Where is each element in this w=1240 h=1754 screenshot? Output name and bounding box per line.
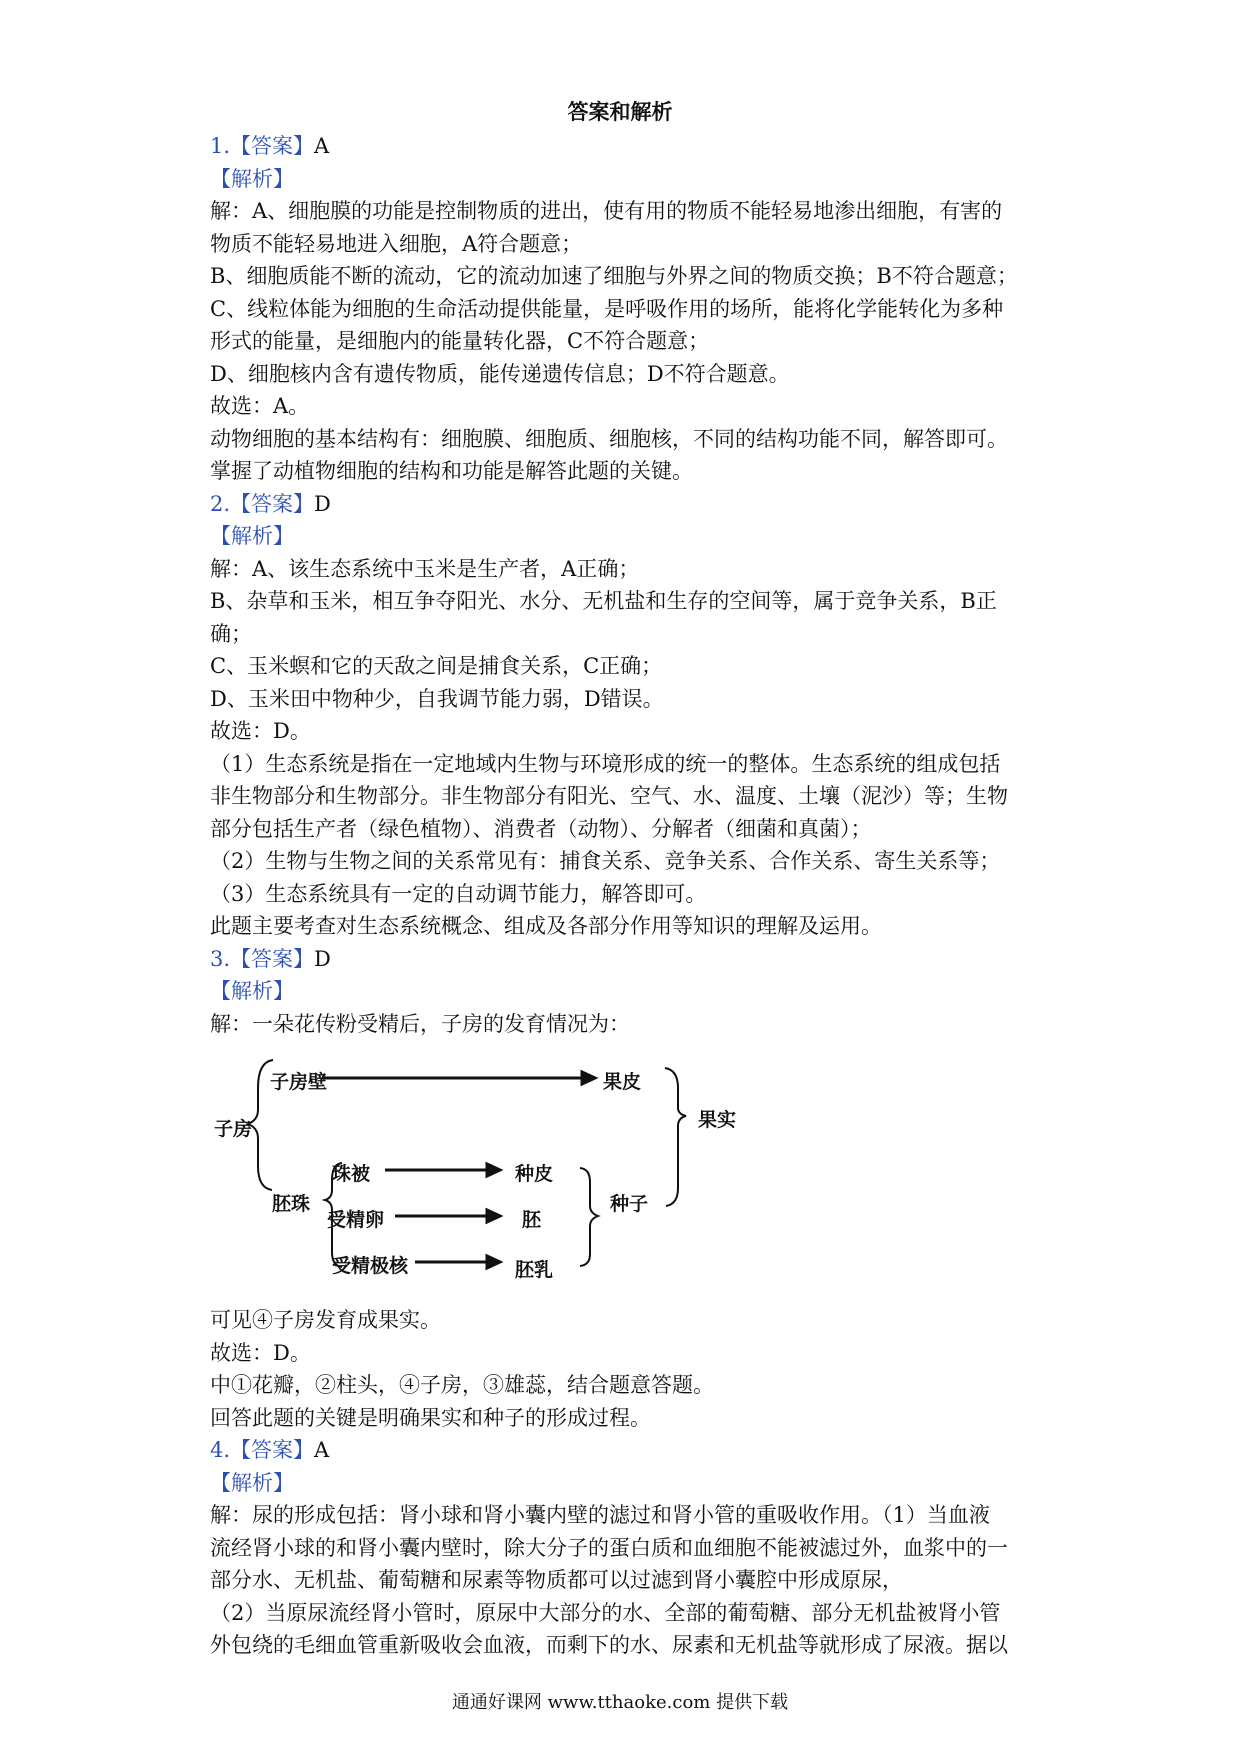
text-line: 故选：D。 [210,1340,311,1365]
q1-answer: A [314,134,330,158]
q3-answer: D [314,946,331,971]
page-footer: 通通好课网 www.tthaoke.com 提供下载 [451,1692,789,1713]
label-fruit: 果实 [698,1109,737,1131]
label-ovary-wall: 子房壁 [270,1071,328,1093]
text-line: C、玉米螟和它的天敌之间是捕食关系，C正确； [210,654,663,678]
q3-answer-label: 【答案】 [230,946,315,971]
q4-answer-label: 【答案】 [230,1438,315,1462]
q4-answer-line [210,1434,1045,1467]
label-ovary: 子房 [214,1118,253,1140]
text-line: C、线粒体能为细胞的生命活动提供能量，是呼吸作用的场所，能将化学能转化为多种 [210,296,1004,321]
text-line: 掌握了动植物细胞的结构和功能是解答此题的关键。 [210,459,693,483]
text-line: 此题主要考查对生态系统概念、组成及各部分作用等知识的理解及运用。 [210,914,882,938]
text-line: B、细胞质能不断的流动，它的流动加速了细胞与外界之间的物质交换；B不符合题意； [210,264,1018,288]
text-line: （3）生态系统具有一定的自动调节能力，解答即可。 [210,881,707,906]
label-pericarp: 果皮 [603,1071,642,1093]
text-line: 可见④子房发育成果实。 [210,1308,441,1332]
text-line: 部分水、无机盐、葡萄糖和尿素等物质都可以过滤到肾小囊腔中形成原尿， [210,1568,903,1592]
text-line: 中①花瓣，②柱头，④子房，③雄蕊，结合题意答题。 [210,1373,714,1397]
text-line: 解：尿的形成包括：肾小球和肾小囊内壁的滤过和肾小管的重吸收作用。（1）当血液 [210,1503,990,1527]
q1-answer-line [210,130,1045,163]
text-line: （2）当原尿流经肾小管时，原尿中大部分的水、全部的葡萄糖、部分无机盐被肾小管 [210,1600,1001,1625]
q4-analysis-text [210,1499,1045,1662]
q1-number: 1. [210,134,231,158]
text-line: 确； [210,621,252,646]
text-line: 解：A、该生态系统中玉米是生产者，A正确； [210,556,640,581]
text-line: 解：A、细胞膜的功能是控制物质的进出，使有用的物质不能轻易地渗出细胞，有害的 [210,199,1003,223]
text-line: D、玉米田中物种少，自我调节能力弱，D错误。 [210,686,664,711]
label-fertilized-polar-nuclei: 受精极核 [332,1255,409,1277]
label-seed-coat: 种皮 [515,1163,554,1185]
q3-intro: 解：一朵花传粉受精后，子房的发育情况为： [210,1011,630,1036]
text-line: （2）生物与生物之间的关系常见有：捕食关系、竞争关系、合作关系、寄生关系等； [210,849,1001,873]
q3-analysis-text [210,1304,1045,1434]
q1-answer-label: 【答案】 [230,134,315,158]
q2-number: 2. [210,491,231,516]
q3-number: 3. [210,946,231,971]
q2-analysis-label: 【解析】 [210,524,294,548]
text-line: D、细胞核内含有遗传物质，能传递遗传信息；D不符合题意。 [210,361,790,386]
label-integument: 珠被 [332,1163,371,1185]
text-line: 形式的能量，是细胞内的能量转化器，C不符合题意； [210,329,710,353]
text-line: 物质不能轻易地进入细胞，A符合题意； [210,231,583,256]
text-line: （1）生态系统是指在一定地域内生物与环境形成的统一的整体。生态系统的组成包括 [210,751,1001,776]
text-line: 非生物部分和生物部分。非生物部分有阳光、空气、水、温度、土壤（泥沙）等；生物 [210,784,1008,808]
text-line: 故选：D。 [210,719,311,743]
q1-analysis-label-line [210,163,1045,196]
text-line: 故选：A。 [210,394,310,418]
text-line: 回答此题的关键是明确果实和种子的形成过程。 [210,1405,651,1430]
q2-answer: D [314,491,331,516]
answer-content [210,130,1045,1662]
q1-analysis-text [210,195,1045,488]
q4-analysis-label: 【解析】 [210,1470,294,1495]
ovary-development-diagram [210,1048,1045,1298]
page-title: 答案和解析 [567,100,673,124]
q2-answer-line [210,488,1045,521]
q3-analysis-label-line [210,975,1045,1008]
label-embryo: 胚 [522,1209,542,1231]
text-line: B、杂草和玉米，相互争夺阳光、水分、无机盐和生存的空间等，属于竞争关系，B正 [210,589,997,613]
q2-analysis-text [210,553,1045,943]
label-endosperm: 胚乳 [515,1259,554,1281]
q2-analysis-label-line [210,520,1045,553]
label-seed: 种子 [610,1193,649,1215]
q4-answer: A [314,1438,330,1462]
text-line: 外包绕的毛细血管重新吸收会血液，而剩下的水、尿素和无机盐等就形成了尿液。据以 [210,1633,1008,1657]
q3-analysis-label: 【解析】 [210,979,294,1003]
text-line: 流经肾小球的和肾小囊内壁时，除大分子的蛋白质和血细胞不能被滤过外，血浆中的一 [210,1535,1008,1560]
label-fertilized-egg: 受精卵 [327,1209,385,1231]
q4-analysis-label-line [210,1467,1045,1500]
text-line: 动物细胞的基本结构有：细胞膜、细胞质、细胞核，不同的结构功能不同，解答即可。 [210,426,1008,451]
q4-number: 4. [210,1438,231,1462]
q2-answer-label: 【答案】 [230,491,315,516]
text-line: 部分包括生产者（绿色植物）、消费者（动物）、分解者（细菌和真菌）； [210,816,872,841]
q3-answer-line [210,943,1045,976]
q1-analysis-label: 【解析】 [210,166,294,191]
label-ovule: 胚珠 [272,1193,311,1215]
